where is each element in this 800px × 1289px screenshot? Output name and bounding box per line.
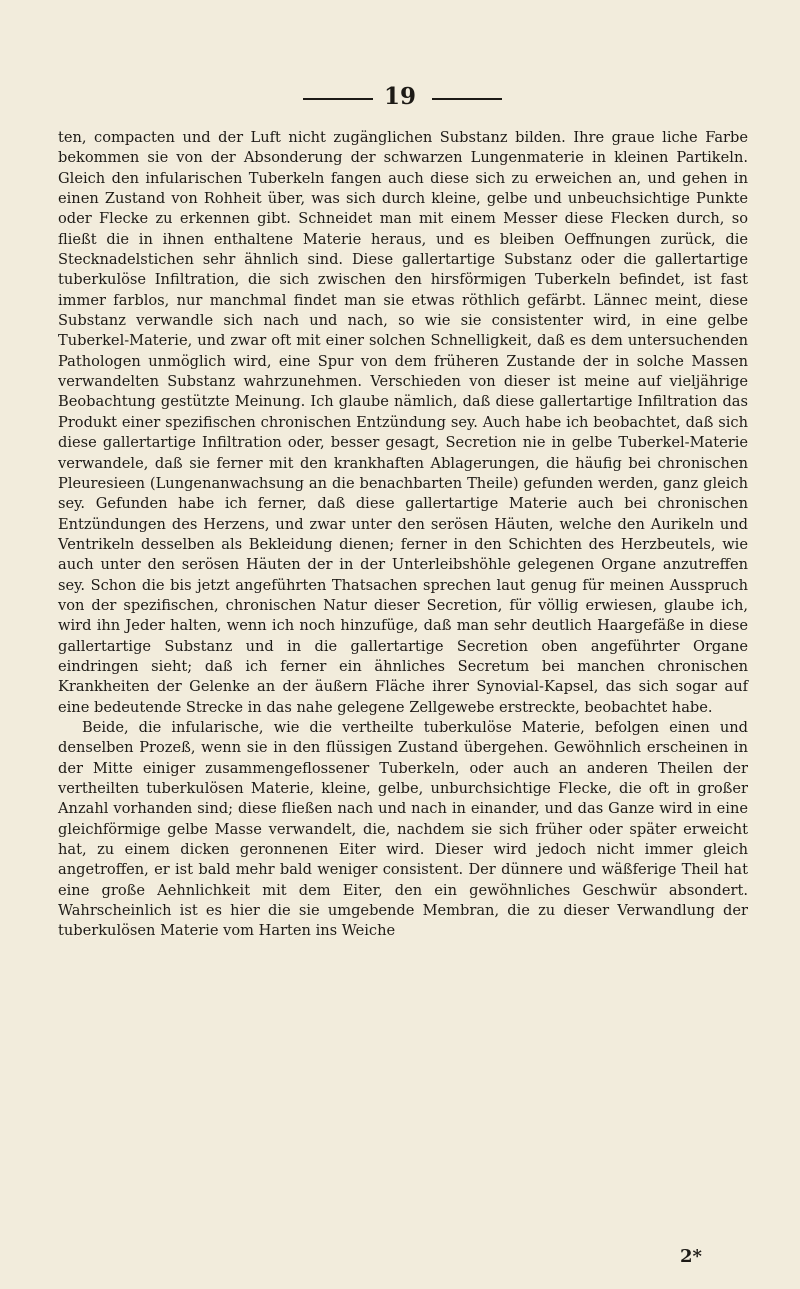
page-header <box>0 82 800 112</box>
body-text <box>58 128 748 942</box>
header-rule-left <box>303 98 373 100</box>
paragraph-1: ten, compacten und der Luft nicht zugänglichen Substanz bilden. Ihre graue liche Farbe bekommen sie von der Absonderung der schwarzen Lungenmaterie in kleinen Partikeln. Gleich den infularischen Tuberkeln fangen auch diese sich zu erweichen an, und gehen in einen Zustand von Rohheit über, was sich durch kleine, gelbe und unbeuchsichtige Punkte oder Flecke zu erkennen gibt. Schneidet man mit einem Messer diese Flecken durch, so fließt die in ihnen enthaltene Materie heraus, und es bleiben Oeffnungen zurück, die Stecknadelstichen sehr ähnlich sind. Diese gallertartige Substanz oder die gallertartige tuberkulöse Infiltration, die sich zwischen den hirsförmigen Tuberkeln befindet, ist fast immer farblos, nur manchmal findet man sie etwas röthlich gefärbt. Lännec meint, diese Substanz verwandle sich nach und nach, so wie sie consistenter wird, in eine gelbe Tuberkel-Materie, und zwar oft mit einer solchen Schnelligkeit, daß es dem untersuchenden Pathologen unmöglich wird, eine Spur von dem früheren Zustande der in solche Massen verwandelten Substanz wahrzunehmen. Verschieden von dieser ist meine auf vieljährige Beobachtung gestützte Meinung. Ich glaube nämlich, daß diese gallertartige Infiltration das Produkt einer spezifischen chronischen Entzündung sey. Auch habe ich beobachtet, daß sich diese gallertartige Infiltration oder, besser gesagt, Secretion nie in gelbe Tuberkel-Materie verwandele, daß sie ferner mit den krankhaften Ablagerungen, die häufig bei chronischen Pleuresieen (Lungenanwachsung an die benachbarten Theile) gefunden werden, ganz gleich sey. Gefunden habe ich ferner, daß diese gallertartige Materie auch bei chronischen Entzündungen des Herzens, und zwar unter den serösen Häuten, welche den Aurikeln und Ventrikeln desselben als Bekleidung dienen; ferner in den Schichten des Herzbeutels, wie auch unter den serösen Häuten der in der Unterleibshöhle gelegenen Organe anzutreffen sey. Schon die bis jetzt angeführten Thatsachen sprechen laut genug für meinen Ausspruch von der spezifischen, chronischen Natur dieser Secretion, für völlig erwiesen, glaube ich, wird ihn Jeder halten, wenn ich noch hinzufüge, daß man sehr deutlich Haargefäße in diese gallertartige Substanz und in die gallertartige Secretion oben angeführter Organe eindringen sieht; daß ich ferner ein ähnliches Secretum bei manchen chronischen Krankheiten der Gelenke an der äußern Fläche ihrer Synovial-Kapsel, das sich sogar auf eine bedeutende Strecke in das nahe gelegene Zellgewebe erstreckte, beobachtet habe. <box>58 129 748 716</box>
paragraph-2: Beide, die infularische, wie die vertheilte tuberkulöse Materie, befolgen einen und denselben Prozeß, wenn sie in den flüssigen Zustand übergehen. Gewöhnlich erscheinen in der Mitte einiger zusammengeflossener Tuberkeln, oder auch an anderen Theilen der vertheilten tuberkulösen Materie, kleine, gelbe, unburchsichtige Flecke, die oft in großer Anzahl vorhanden sind; diese fließen nach und nach in einander, und das Ganze wird in eine gleichförmige gelbe Masse verwandelt, die, nachdem sie sich früher oder später erweicht hat, zu einem dicken geronnenen Eiter wird. Dieser wird jedoch nicht immer gleich angetroffen, er ist bald mehr bald weniger consistent. Der dünnere und wäßferige Theil hat eine große Aehnlichkeit mit dem Eiter, den ein gewöhnliches Geschwür absondert. Wahrscheinlich ist es hier die sie umgebende Membran, die zu dieser Verwandlung der tuberkulösen Materie vom Harten ins Weiche <box>58 718 748 940</box>
header-rule-right <box>432 98 502 100</box>
signature-mark: 2* <box>680 1246 702 1267</box>
page-number: 19 <box>383 83 416 110</box>
